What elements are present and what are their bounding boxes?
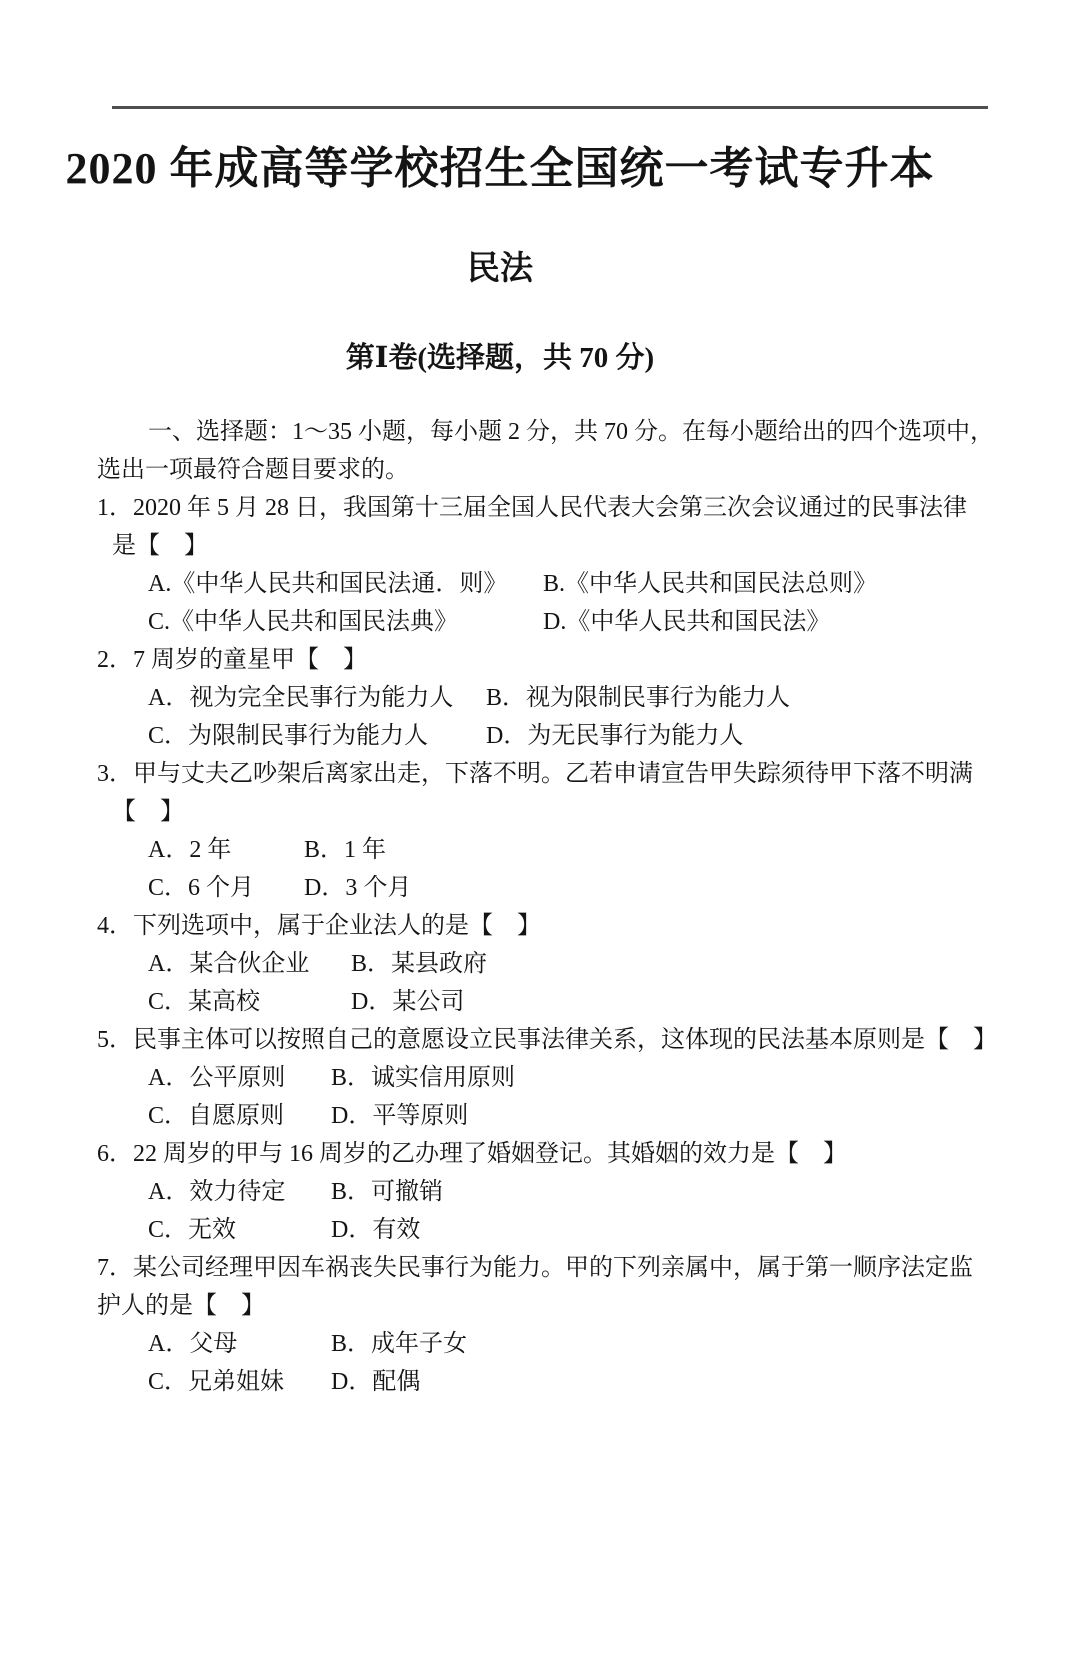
question-5 <box>97 1021 1047 1135</box>
option-row <box>97 1097 1047 1135</box>
question-stem: 7．某公司经理甲因车祸丧失民事行为能力。甲的下列亲属中，属于第一顺序法定监 <box>97 1255 973 1281</box>
question-6 <box>97 1135 1047 1249</box>
option-row <box>97 1363 1047 1401</box>
question-2 <box>97 641 1047 755</box>
option-a: A．某合伙企业 <box>148 951 310 977</box>
top-rule <box>112 106 988 109</box>
option-row <box>97 1211 1047 1249</box>
question-1 <box>97 489 1047 641</box>
instructions-line-1: 一、选择题：1～35 小题，每小题 2 分，共 70 分。在每小题给出的四个选项中， <box>148 419 994 445</box>
option-a: A．公平原则 <box>148 1065 286 1091</box>
option-c: C．无效 <box>148 1217 237 1243</box>
instructions-line-2: 选出一项最符合题目要求的。 <box>97 457 409 483</box>
question-stem: 2．7 周岁的童星甲【 】 <box>97 647 367 673</box>
question-stem-continuation: 是【 】 <box>112 533 208 559</box>
option-d: D．平等原则 <box>331 1103 469 1129</box>
option-b: B．可撤销 <box>331 1179 444 1205</box>
option-b: B.《中华人民共和国民法总则》 <box>543 571 878 597</box>
option-c: C.《中华人民共和国民法典》 <box>148 609 459 635</box>
exam-title: 2020 年成高等学校招生全国统一考试专升本 <box>65 144 935 193</box>
option-c: C．为限制民事行为能力人 <box>148 723 429 749</box>
question-stem: 6．22 周岁的甲与 16 周岁的乙办理了婚姻登记。其婚姻的效力是【 】 <box>97 1141 847 1167</box>
option-c: C．某高校 <box>148 989 261 1015</box>
option-b: B．1 年 <box>304 837 387 863</box>
exam-section-heading: 第Ⅰ卷(选择题，共 70 分) <box>345 342 655 374</box>
option-c: C．6 个月 <box>148 875 255 901</box>
option-c: C．自愿原则 <box>148 1103 285 1129</box>
question-7 <box>97 1249 1047 1401</box>
question-stem: 4．下列选项中，属于企业法人的是【 】 <box>97 913 541 939</box>
option-b: B．诚实信用原则 <box>331 1065 516 1091</box>
option-row <box>97 1059 1047 1097</box>
exam-subject: 民法 <box>467 251 533 287</box>
question-stem: 5．民事主体可以按照自己的意愿设立民事法律关系，这体现的民法基本原则是【 】 <box>97 1027 997 1053</box>
option-d: D．某公司 <box>351 989 465 1015</box>
option-b: B．某县政府 <box>351 951 488 977</box>
option-row <box>97 603 1047 641</box>
option-d: D.《中华人民共和国民法》 <box>543 609 831 635</box>
option-row <box>97 1173 1047 1211</box>
option-d: D．配偶 <box>331 1369 421 1395</box>
exam-headings <box>60 0 940 377</box>
question-stem: 3．甲与丈夫乙吵架后离家出走，下落不明。乙若申请宣告甲失踪须待甲下落不明满 <box>97 761 973 787</box>
option-a: A.《中华人民共和国民法通．则》 <box>148 571 508 597</box>
question-stem-continuation: 护人的是【 】 <box>97 1293 265 1319</box>
option-c: C．兄弟姐妹 <box>148 1369 285 1395</box>
option-b: B．视为限制民事行为能力人 <box>486 685 791 711</box>
option-row <box>97 983 1047 1021</box>
option-d: D．为无民事行为能力人 <box>486 723 744 749</box>
option-a: A．2 年 <box>148 837 232 863</box>
option-a: A．父母 <box>148 1331 238 1357</box>
option-b: B．成年子女 <box>331 1331 468 1357</box>
option-row <box>97 869 1047 907</box>
question-3 <box>97 755 1047 907</box>
option-row <box>97 679 1047 717</box>
option-row <box>97 945 1047 983</box>
question-stem: 1．2020 年 5 月 28 日，我国第十三届全国人民代表大会第三次会议通过的民事法律 <box>97 495 967 521</box>
option-row <box>97 1325 1047 1363</box>
exam-body <box>97 413 1047 1401</box>
option-a: A．效力待定 <box>148 1179 286 1205</box>
option-row <box>97 717 1047 755</box>
option-a: A．视为完全民事行为能力人 <box>148 685 454 711</box>
option-d: D．有效 <box>331 1217 421 1243</box>
option-d: D．3 个月 <box>304 875 412 901</box>
option-row <box>97 831 1047 869</box>
question-stem-continuation: 【 】 <box>112 799 184 825</box>
question-4 <box>97 907 1047 1021</box>
option-row <box>97 565 1047 603</box>
